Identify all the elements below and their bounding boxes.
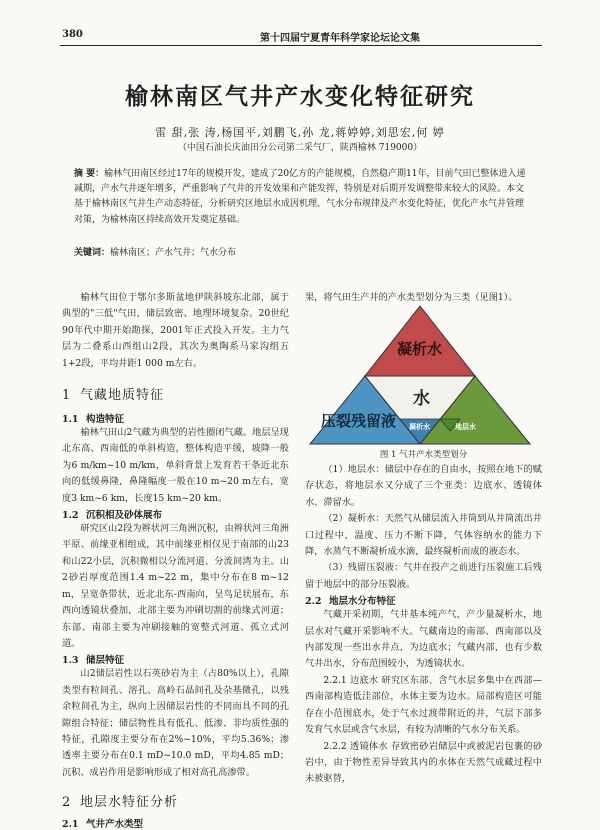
paragraph-number: 2.2.1 — [323, 674, 347, 686]
subsection-number: 2.2 — [305, 596, 322, 608]
sedimentary-paragraph: 研究区山2段为辫状河三角洲沉积，由辫状河三角洲平原、前缘亚相组成，其中前缘亚相仅见于南部的山23和山22小层，沉积微相以分流河道、分流间湾为主。山2砂岩厚度范围1.4 m~22 m，集中分布在8 m~12 m，呈宽条带状，近北北东-西南向，呈鸟足状展布，东西向透镜状叠加，北部主要为冲刷切割的前缘式河道；东部、南部主要为冲刷接触的宽整式河道、孤立式河道。 — [62, 523, 289, 649]
keywords — [74, 245, 532, 258]
distribution-paragraph: 气藏开采初期，气井基本纯产气，产少量凝析水，地层水对气藏开采影响不大。气藏南边的南部、西南部以及内部发现一些出水井点，为边底水；气藏内部，也有少数气井出水，分布范围较小，为透镜状水。 — [305, 609, 542, 670]
abstract-label: 摘 要： — [74, 169, 105, 179]
fracturing-fluid-item: （3）残留压裂液：气井在投产之前进行压裂施工后残留于地层中的部分压裂液。 — [305, 562, 542, 590]
section-heading-2 — [62, 791, 289, 810]
lens-water-paragraph — [305, 739, 542, 788]
keywords-label: 关键词： — [74, 248, 111, 258]
condensate-water-item: （2）凝析水：天然气从储层流入井筒到从井筒流出井口过程中，温度、压力不断下降，气体容纳水的能力下降，水蒸气不断凝析成水滴，最终凝析而成的液态水。 — [305, 513, 542, 558]
subsection-number: 1.1 — [62, 414, 79, 426]
subsection-title: 地层水分布特征 — [329, 596, 396, 608]
subsection-heading-1-2 — [62, 507, 289, 521]
label-small-condensate: 凝析水 — [409, 423, 430, 431]
figure-intro-text: 果，将气田生产井的产水类型划分为三类（见图1）。 — [305, 292, 518, 303]
section-title: 地层水特征分析 — [80, 795, 179, 811]
author-list: 雷 甜,张 涛,杨国平,刘鹏飞,孙 龙,蒋婷婷,刘思宏,何 婷 — [155, 126, 445, 139]
subsection-title: 沉积相及砂体展布 — [86, 510, 163, 522]
keywords-text: 榆林南区；产水气井；气水分布 — [110, 248, 237, 258]
subsection-number: 1.3 — [62, 655, 79, 667]
formation-water-item: （1）地层水：储层中存在的自由水，按照在地下的赋存状态，将地层水又分成了三个亚类：边底水、透镜体水、滞留水。 — [305, 464, 542, 508]
left-column — [62, 290, 289, 830]
label-water: 水 — [413, 389, 430, 409]
page-number: 380 — [62, 29, 83, 40]
subsection-title: 气井产水类型 — [86, 819, 144, 830]
subsection-heading-2-1 — [62, 816, 289, 830]
label-condensate-water: 凝析水 — [397, 340, 443, 358]
section-title: 气藏地质特征 — [80, 388, 165, 404]
subsection-number: 2.1 — [62, 819, 79, 830]
paper-title: 榆林南区气井产水变化特征研究 — [125, 83, 475, 110]
header-rule — [60, 45, 542, 46]
abstract-text: 榆林气田南区经过17年的规模开发，建成了20亿方的产能规模，自然稳产期11年，目前气田已整体进入递减期，产水气井逐年增多，严重影响了气井的开发效果和产能发挥，特别是对后期开发调整带来较大的风险。本文基于榆林南区气井生产动态特征，分析研究区地层水成因机理、气水分布规律及产水变化特征，优化产水气井管理对策，为榆林南区持续高效开发奠定基础。 — [74, 169, 526, 225]
right-column-body — [305, 462, 542, 788]
subsection-title: 储层特征 — [86, 655, 125, 667]
affiliation: （中国石油长庆油田分公司第二采气厂，陕西榆林 719000） — [177, 143, 423, 153]
subsection-heading-1-1 — [62, 411, 289, 425]
structure-paragraph: 榆林气田山2气藏为典型的岩性圈闭气藏。地层呈现北东高、西南低的单斜构造，整体构造平缓，坡降一般为6 m/km~10 m/km，单斜背景上发育若干条近北东向的低缓鼻隆，鼻隆幅度一般在10 m~20 m左右，宽度3 km~6 km，长度15 km~20 km。 — [62, 427, 289, 504]
abstract — [74, 167, 532, 228]
section-heading-1 — [62, 384, 289, 403]
subsection-heading-1-3 — [62, 652, 289, 666]
figure-1 — [305, 298, 542, 446]
label-fracturing-fluid: 压裂残留液 — [321, 412, 397, 430]
label-small-formation: 地层水 — [455, 423, 476, 431]
paragraph-text: 透镜体水 存致密砂岩储层中或被泥岩包裹的砂岩中，由于物性差异导致其内的水体在天然气成藏过程中未被驱替， — [305, 740, 543, 785]
subsection-title: 构造特征 — [86, 414, 125, 426]
reservoir-paragraph: 山2储层岩性以石英砂岩为主（占80%以上），孔隙类型有粒间孔、溶孔、高岭石晶间孔及杂基微孔，以残余粒间孔为主，纵向上因储层岩性的不同而具不同的孔隙组合特征；储层物性具有低孔、低渗、非均质性强的特征，孔隙度主要分布在2%~10%，平均5.36%；渗透率主要分布在0.1 mD~10.0 mD，平均4.85 mD；沉积、成岩作用是影响形成了相对高孔高渗带。 — [62, 668, 289, 778]
paragraph-number: 2.2.2 — [323, 740, 347, 752]
section-number: 2 — [62, 795, 72, 811]
running-header: 第十四届宁夏青年科学家论坛论文集 — [260, 33, 420, 44]
subsection-number: 1.2 — [62, 510, 79, 522]
intro-paragraph: 榆林气田位于鄂尔多斯盆地伊陕斜坡东北部，属于典型的"三低"气田，储层致密、地理环境复杂。20世纪90年代中期开始勘探，2001年正式投入开发。主力气层为二叠系山西组山2段，其次为奥陶系马家沟组五1+2段，平均井距1 000 m左右。 — [62, 292, 289, 369]
paragraph-text: 边底水 研究区东部、含气水层多集中在西部—西南部构造低洼部位，水体主要为边水。局部构造区可能存在小范围底水，处于气水过渡带附近的井，气层下部多发育气水层或含气水层，有较为清晰的气水分布关系。 — [305, 674, 543, 736]
edge-bottom-water-paragraph — [305, 673, 542, 739]
subsection-heading-2-2 — [305, 593, 542, 607]
section-number: 1 — [62, 388, 72, 404]
figure-caption: 图 1 气井产水类型划分 — [379, 450, 468, 460]
